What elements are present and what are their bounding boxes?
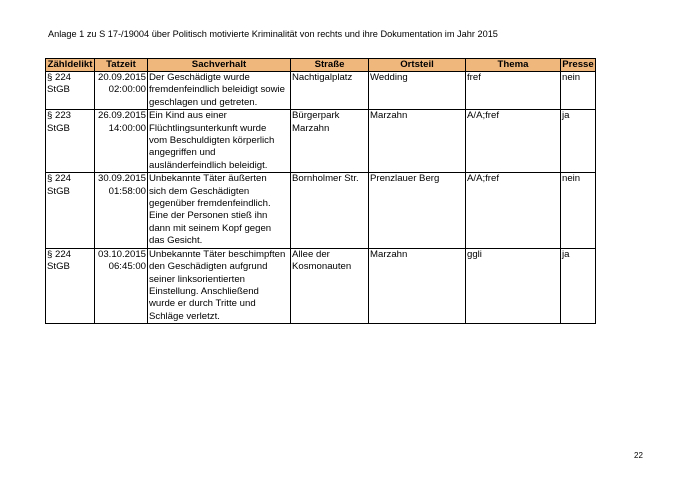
cell-tatzeit bbox=[95, 173, 148, 248]
cell-zaehldelikt bbox=[46, 173, 95, 248]
cell-text-line: Schläge verletzt. bbox=[149, 310, 220, 322]
cell-text-line: geschlagen und getreten. bbox=[149, 96, 258, 108]
cell-ortsteil bbox=[369, 248, 466, 323]
cell-text-line: 30.09.2015 bbox=[97, 173, 146, 185]
crimes-table bbox=[45, 58, 596, 324]
cell-presse bbox=[561, 173, 596, 248]
table-row bbox=[46, 72, 596, 110]
cell-thema bbox=[466, 110, 561, 173]
cell-text-line: 20.09.2015 bbox=[97, 72, 146, 83]
cell-text-line: Einstellung. Anschließend bbox=[149, 285, 259, 297]
cell-text-line: Eine der Personen stieß ihn bbox=[149, 210, 268, 222]
cell-text-line: fremdenfeindlich beleidigt sowie bbox=[149, 84, 285, 96]
cell-text-line: ausländerfeindlich beleidigt. bbox=[149, 159, 268, 171]
cell-ortsteil bbox=[369, 72, 466, 110]
cell-text-line: Marzahn bbox=[370, 248, 408, 260]
cell-text-line: gegenüber fremdenfeindlich. bbox=[149, 198, 271, 210]
cell-text-line: vom Beschuldigten körperlich bbox=[149, 135, 275, 147]
table-row bbox=[46, 248, 596, 323]
cell-text-line: 01:58:00 bbox=[108, 185, 146, 197]
cell-text-line: § 223 bbox=[47, 110, 72, 122]
cell-text-line: StGB bbox=[47, 122, 70, 134]
column-header-ortsteil: Ortsteil bbox=[369, 59, 466, 72]
cell-text-line: § 224 bbox=[47, 248, 72, 260]
cell-thema bbox=[466, 72, 561, 110]
cell-text-line: nein bbox=[562, 72, 581, 83]
cell-text-line: 14:00:00 bbox=[108, 122, 146, 134]
cell-ortsteil bbox=[369, 173, 466, 248]
cell-text-line: Ein Kind aus einer bbox=[149, 110, 227, 122]
cell-text-line: Flüchtlingsunterkunft wurde bbox=[149, 122, 267, 134]
cell-text-line: seiner linksorientierten bbox=[149, 273, 245, 285]
cell-thema bbox=[466, 173, 561, 248]
column-header-presse: Presse bbox=[562, 59, 594, 70]
cell-text-line: sich dem Geschädigten bbox=[149, 185, 250, 197]
cell-text-line: A/A;fref bbox=[467, 110, 499, 122]
cell-text-line: ggli bbox=[467, 248, 482, 260]
cell-text-line: Unbekannte Täter beschimpften bbox=[149, 248, 286, 260]
table-row bbox=[46, 173, 596, 248]
cell-text-line: nein bbox=[562, 173, 581, 185]
cell-text-line: Prenzlauer Berg bbox=[370, 173, 440, 185]
cell-presse bbox=[561, 72, 596, 110]
cell-text-line: das Gesicht. bbox=[149, 235, 203, 247]
cell-strasse bbox=[291, 110, 369, 173]
cell-text-line: StGB bbox=[47, 185, 70, 197]
cell-text-line: Allee der bbox=[292, 248, 330, 260]
page-number: 22 bbox=[634, 451, 643, 460]
cell-text-line: 03.10.2015 bbox=[97, 248, 146, 260]
cell-text-line: 06:45:00 bbox=[108, 261, 146, 273]
cell-text-line: Nachtigalplatz bbox=[292, 72, 353, 83]
cell-text-line: dann mit seinem Kopf gegen bbox=[149, 222, 272, 234]
cell-sachverhalt bbox=[148, 173, 291, 248]
column-header-tatzeit: Tatzeit bbox=[95, 59, 148, 72]
cell-strasse bbox=[291, 173, 369, 248]
cell-text-line: Wedding bbox=[370, 72, 408, 83]
column-header-sachverhalt: Sachverhalt bbox=[148, 59, 291, 72]
cell-text-line: Unbekannte Täter äußerten bbox=[149, 173, 267, 185]
column-header-strasse: Straße bbox=[291, 59, 369, 72]
cell-strasse bbox=[291, 248, 369, 323]
cell-text-line: Marzahn bbox=[370, 110, 408, 122]
cell-presse bbox=[561, 248, 596, 323]
cell-zaehldelikt bbox=[46, 72, 95, 110]
cell-text-line: 26.09.2015 bbox=[97, 110, 146, 122]
cell-text-line: ja bbox=[562, 110, 570, 122]
cell-strasse bbox=[291, 72, 369, 110]
table-body bbox=[46, 72, 596, 324]
cell-text-line: ja bbox=[562, 248, 570, 260]
cell-text-line: Bornholmer Str. bbox=[292, 173, 359, 185]
cell-text-line: wurde er durch Tritte und bbox=[149, 298, 256, 310]
column-header-thema: Thema bbox=[466, 59, 561, 72]
cell-text-line: fref bbox=[467, 72, 481, 83]
cell-thema bbox=[466, 248, 561, 323]
cell-tatzeit bbox=[95, 72, 148, 110]
document-header: Anlage 1 zu S 17-/19004 über Politisch motivierte Kriminalität von rechts und ihre Dokumentation im Jahr 2015 bbox=[48, 29, 498, 39]
cell-ortsteil bbox=[369, 110, 466, 173]
cell-zaehldelikt bbox=[46, 110, 95, 173]
cell-text-line: A/A;fref bbox=[467, 173, 499, 185]
table-row bbox=[46, 110, 596, 173]
cell-text-line: § 224 bbox=[47, 173, 72, 185]
cell-zaehldelikt bbox=[46, 248, 95, 323]
cell-text-line: Kosmonauten bbox=[292, 261, 352, 273]
cell-tatzeit bbox=[95, 110, 148, 173]
cell-text-line: 02:00:00 bbox=[108, 84, 146, 96]
cell-text-line: den Geschädigten aufgrund bbox=[149, 261, 268, 273]
cell-text-line: StGB bbox=[47, 261, 70, 273]
cell-text-line: Bürgerpark bbox=[292, 110, 340, 122]
cell-sachverhalt bbox=[148, 248, 291, 323]
table-header-row bbox=[46, 59, 596, 72]
cell-text-line: Marzahn bbox=[292, 122, 330, 134]
cell-tatzeit bbox=[95, 248, 148, 323]
cell-sachverhalt bbox=[148, 110, 291, 173]
cell-text-line: Der Geschädigte wurde bbox=[149, 72, 250, 83]
cell-text-line: angegriffen und bbox=[149, 147, 216, 159]
column-header-zaehldelikt: Zähldelikt bbox=[46, 59, 95, 72]
cell-sachverhalt bbox=[148, 72, 291, 110]
cell-text-line: § 224 bbox=[47, 72, 72, 83]
cell-text-line: StGB bbox=[47, 84, 70, 96]
cell-presse bbox=[561, 110, 596, 173]
